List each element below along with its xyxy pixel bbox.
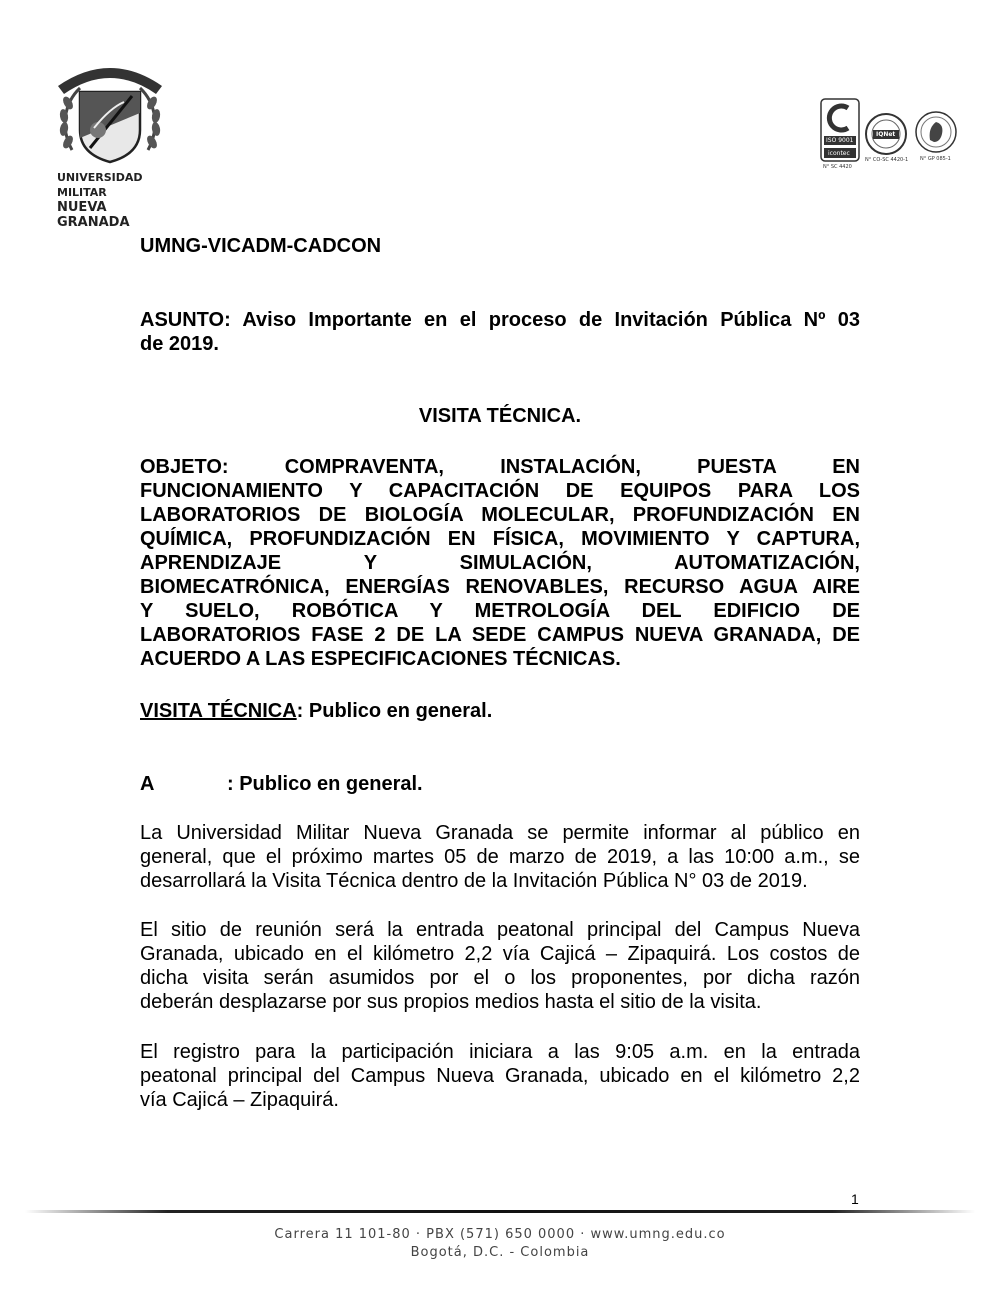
icontec-number: N° SC 4420 (823, 164, 852, 170)
object-line: QUÍMICA, PROFUNDIZACIÓN EN FÍSICA, MOVIMIENTO Y CAPTURA, (140, 528, 860, 550)
object-line: ACUERDO A LAS ESPECIFICACIONES TÉCNICAS. (140, 648, 621, 670)
object-line: Y SUELO, ROBÓTICA Y METROLOGÍA DEL EDIFICIO DE (140, 600, 860, 622)
page-number: 1 (851, 1191, 859, 1207)
paragraph-line: El sitio de reunión será la entrada peatonal principal del Campus Nueva (140, 919, 860, 941)
paragraph-line: El registro para la participación iniciara a las 9:05 a.m. en la entrada (140, 1041, 860, 1063)
paragraph-line: peatonal principal del Campus Nueva Granada, ubicado en el kilómetro 2,2 (140, 1065, 860, 1087)
visit-line (140, 699, 860, 723)
object-block (140, 455, 860, 671)
footer-divider (25, 1210, 975, 1213)
subject (140, 308, 860, 356)
object-line: LABORATORIOS DE BIOLOGÍA MOLECULAR, PROFUNDIZACIÓN EN (140, 504, 860, 526)
subject-line: de 2019. (140, 333, 219, 355)
object-line: BIOMECATRÓNICA, ENERGÍAS RENOVABLES, RECURSO AGUA AIRE (140, 576, 860, 598)
paragraph-line: vía Cajicá – Zipaquirá. (140, 1089, 339, 1111)
icontec-brand-label: icontec (828, 150, 850, 157)
paragraph-line: Granada, ubicado en el kilómetro 2,2 vía Cajicá – Zipaquirá. Los costos de (140, 943, 860, 965)
footer-city: Bogotá, D.C. - Colombia (410, 1245, 590, 1260)
paragraph-line: general, que el próximo martes 05 de marzo de 2019, a las 10:00 a.m., se (140, 846, 860, 868)
gp-logo-icon (914, 110, 958, 154)
gp-number: N° GP 085-1 (920, 156, 951, 162)
paragraph-line: desarrollará la Visita Técnica dentro de la Invitación Pública N° 03 de 2019. (140, 870, 808, 892)
university-name (57, 170, 177, 230)
paragraph-3 (140, 1040, 860, 1112)
iqnet-number: N° CO-SC 4420-1 (865, 157, 909, 163)
icontec-certification (820, 98, 860, 170)
object-line: LABORATORIOS FASE 2 DE LA SEDE CAMPUS NUEVA GRANADA, DE (140, 624, 860, 646)
addressed-to-line (140, 772, 860, 796)
object-line: APRENDIZAJE Y SIMULACIÓN, AUTOMATIZACIÓN, (140, 552, 860, 574)
footer-address: Carrera 11 101-80 · PBX (571) 650 0000 · www.umng.edu.co (274, 1227, 726, 1242)
university-logo (50, 58, 170, 230)
university-crest-icon (50, 58, 170, 170)
gp-certification (914, 110, 958, 170)
visit-heading: VISITA TÉCNICA. (418, 405, 582, 427)
paragraph-line: La Universidad Militar Nueva Granada se permite informar al público en (140, 822, 860, 844)
paragraph-1 (140, 821, 860, 893)
visit-value: : Publico en general. (296, 700, 493, 722)
paragraph-line: dicha visita serán asumidos por el o los proponentes, por dicha razón (140, 967, 860, 989)
object-line: OBJETO: COMPRAVENTA, INSTALACIÓN, PUESTA EN (140, 456, 860, 478)
addressed-to-value: : Publico en general. (227, 773, 423, 795)
object-line: FUNCIONAMIENTO Y CAPACITACIÓN DE EQUIPOS PARA LOS (140, 480, 860, 502)
document-reference: UMNG-VICADM-CADCON (140, 235, 382, 257)
addressed-to-label: A (140, 773, 155, 795)
iso-9001-label: ISO 9001 (826, 137, 854, 144)
visit-label: VISITA TÉCNICA (140, 700, 297, 722)
paragraph-line: deberán desplazarse por sus propios medios hasta el sitio de la visita. (140, 991, 762, 1013)
university-name-line1: UNIVERSIDAD MILITAR (57, 171, 143, 199)
iqnet-certification (864, 112, 908, 170)
paragraph-2 (140, 918, 860, 1014)
university-name-line2: NUEVA GRANADA (57, 200, 130, 230)
certification-logos (816, 98, 961, 178)
subject-line: ASUNTO: Aviso Importante en el proceso de Invitación Pública Nº 03 (140, 309, 860, 331)
iqnet-label: IQNet (876, 131, 896, 138)
